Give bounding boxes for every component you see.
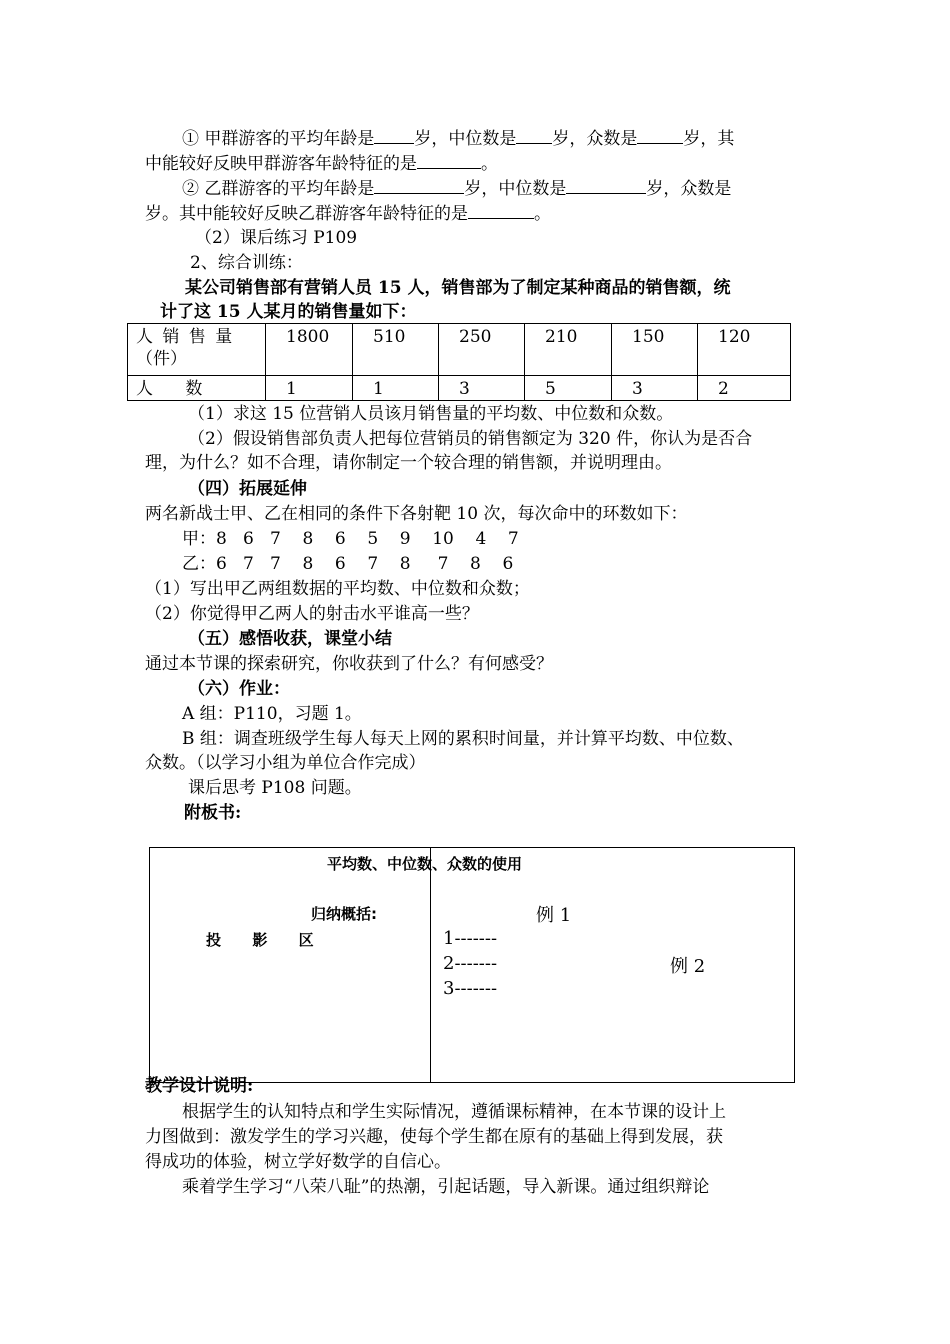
design-title: 教学设计说明: <box>145 1076 254 1096</box>
table-cell: 5 <box>525 376 612 401</box>
summary-text: 通过本节课的探索研究，你收获到了什么？有何感受？ <box>145 654 553 674</box>
q1-line2 <box>145 150 498 176</box>
ext-q2: （2）你觉得甲乙两人的射击水平谁高一些？ <box>145 604 479 624</box>
ext-q1: （1）写出甲乙两组数据的平均数、中位数和众数； <box>145 579 530 599</box>
table-row-counts <box>128 376 791 401</box>
board-item3: 3------- <box>443 978 498 999</box>
ext-title: （四）拓展延伸 <box>188 479 307 499</box>
table-header-count: 人 数 <box>128 376 266 401</box>
q2-text-a1: ② 乙群游客的平均年龄是 <box>182 179 375 199</box>
table-cell: 150 <box>612 324 698 376</box>
ext-jia-scores: 甲：8 6 7 8 6 5 9 10 4 7 <box>182 529 519 549</box>
design-p1-line3: 得成功的体验，树立学好数学的自信心。 <box>145 1152 451 1172</box>
blank-yi-median[interactable] <box>566 175 646 194</box>
blank-jia-median[interactable] <box>516 125 552 144</box>
q1-line1 <box>182 125 734 151</box>
design-p1-line1: 根据学生的认知特点和学生实际情况，遵循课标精神，在本节课的设计上 <box>182 1102 726 1122</box>
board-projection: 投 影 区 <box>206 931 314 949</box>
table-row-sales <box>128 324 791 376</box>
blank-jia-feature[interactable] <box>417 150 481 169</box>
blank-jia-mode[interactable] <box>637 125 683 144</box>
q1-text-a3: 岁，众数是 <box>552 129 638 149</box>
table-cell: 1 <box>353 376 439 401</box>
header-sales-label: 人 销 售 量 <box>136 327 235 347</box>
section2-title: 2、综合训练： <box>190 253 303 273</box>
blank-yi-feature[interactable] <box>468 200 534 219</box>
table-cell: 120 <box>698 324 791 376</box>
task2-line2: 理，为什么？如不合理，请你制定一个较合理的销售额，并说明理由。 <box>145 453 672 473</box>
table-cell: 510 <box>353 324 439 376</box>
homework-title: （六）作业： <box>188 679 290 699</box>
q1-text-b1: 中能较好反映甲群游客年龄特征的是 <box>145 154 417 174</box>
q2-text-b1: 岁。其中能较好反映乙群游客年龄特征的是 <box>145 204 468 224</box>
table-cell: 3 <box>612 376 698 401</box>
q1-text-a2: 岁，中位数是 <box>414 129 517 149</box>
q1-text-b2: 。 <box>481 154 498 174</box>
board-title: 平均数、中位数、众数的使用 <box>327 855 523 873</box>
q2-line2 <box>145 200 551 226</box>
q2-line1 <box>182 175 731 201</box>
table-cell: 210 <box>525 324 612 376</box>
sales-table <box>127 323 791 401</box>
q2-text-b2: 。 <box>534 204 551 224</box>
ext-intro: 两名新战士甲、乙在相同的条件下各射靶 10 次，每次命中的环数如下： <box>145 504 688 524</box>
homework-think: 课后思考 P108 问题。 <box>188 778 362 798</box>
board-label: 附板书: <box>184 803 242 823</box>
intro-line1: 某公司销售部有营销人员 15 人，销售部为了制定某种商品的销售额，统 <box>185 278 731 298</box>
board-summary: 归纳概括: <box>311 905 377 923</box>
homework-b-line2: 众数。（以学习小组为单位合作完成） <box>145 753 426 773</box>
design-p1-line2: 力图做到：激发学生的学习兴趣，使每个学生都在原有的基础上得到发展，获 <box>145 1127 723 1147</box>
intro-line2: 计了这 15 人某月的销售量如下： <box>160 302 417 322</box>
board-ex2: 例 2 <box>670 956 706 977</box>
q1-text-a1: ① 甲群游客的平均年龄是 <box>182 129 375 149</box>
blank-yi-mean[interactable] <box>374 175 464 194</box>
board-ex1: 例 1 <box>536 905 572 926</box>
q1-text-a4: 岁，其 <box>683 129 735 149</box>
table-cell: 1 <box>266 376 353 401</box>
table-cell: 250 <box>439 324 525 376</box>
board-divider <box>430 847 431 1083</box>
homework-a: A 组：P110，习题 1。 <box>182 704 362 724</box>
table-cell: 2 <box>698 376 791 401</box>
table-cell: 1800 <box>266 324 353 376</box>
homework-b-line1: B 组：调查班级学生每人每天上网的累积时间量，并计算平均数、中位数、 <box>182 729 744 749</box>
ext-yi-scores: 乙：6 7 7 8 6 7 8 7 8 6 <box>182 554 514 574</box>
design-p2-line1: 乘着学生学习“八荣八耻”的热潮，引起话题，导入新课。通过组织辩论 <box>182 1177 710 1197</box>
q2-text-a2: 岁，中位数是 <box>464 179 567 199</box>
summary-title: （五）感悟收获，课堂小结 <box>188 629 392 649</box>
table-header-sales <box>128 324 266 376</box>
header-sales-unit: （件） <box>136 349 187 369</box>
blank-jia-mean[interactable] <box>374 125 414 144</box>
practice-line: （2）课后练习 P109 <box>195 228 358 248</box>
board-item1: 1------- <box>443 928 498 949</box>
q2-text-a3: 岁，众数是 <box>646 179 732 199</box>
board-item2: 2------- <box>443 953 498 974</box>
table-cell: 3 <box>439 376 525 401</box>
task1: （1）求这 15 位营销人员该月销售量的平均数、中位数和众数。 <box>188 404 674 424</box>
task2-line1: （2）假设销售部负责人把每位营销员的销售额定为 320 件，你认为是否合 <box>188 429 753 449</box>
